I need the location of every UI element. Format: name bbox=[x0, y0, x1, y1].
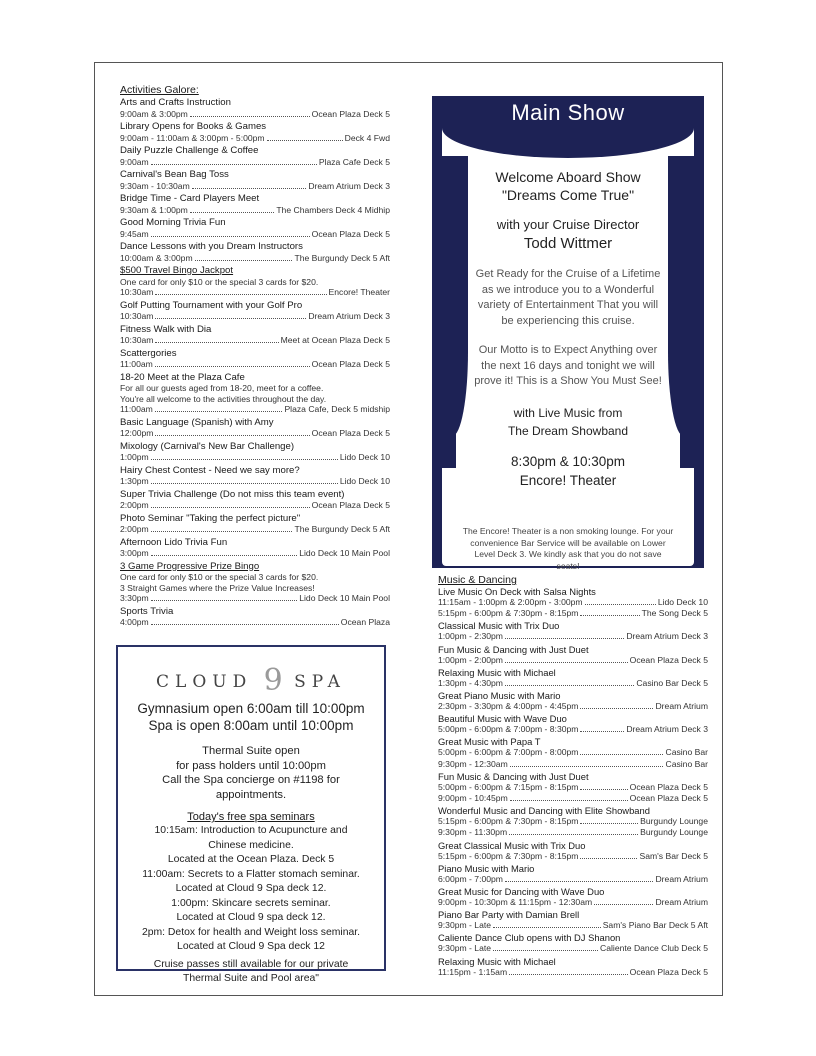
dot-leader bbox=[151, 164, 317, 165]
item-time: 1:00pm bbox=[120, 452, 149, 462]
schedule-row bbox=[438, 897, 708, 908]
dot-leader bbox=[505, 662, 628, 663]
list-item bbox=[120, 465, 390, 488]
list-item bbox=[120, 145, 390, 168]
schedule-row bbox=[120, 109, 390, 121]
item-title: Fun Music & Dancing with Just Duet bbox=[438, 643, 589, 655]
item-place: Plaza Cafe Deck 5 bbox=[318, 156, 390, 167]
item-time: 9:30pm - Late bbox=[438, 920, 492, 931]
schedule-row bbox=[438, 920, 708, 931]
logo-right-text: SPA bbox=[294, 672, 346, 692]
spa-hours: Spa is open 8:00am until 10:00pm bbox=[148, 718, 354, 733]
item-place: Dream Atrium Deck 3 bbox=[626, 631, 708, 642]
item-note: One card for only $10 or the special 3 cards for $20. bbox=[120, 276, 319, 287]
schedule-row bbox=[120, 476, 390, 488]
item-time: 3:30pm bbox=[120, 593, 149, 603]
music-heading: Music & Dancing bbox=[438, 574, 517, 586]
item-time: 5:15pm - 6:00pm & 7:30pm - 8:15pm bbox=[438, 850, 579, 861]
show-paragraph-1: Get Ready for the Cruise of a Lifetime as we introduce you to a Wonderful variety of Entertainment That you will be experiencing this cruise. bbox=[475, 268, 661, 327]
item-place: The Chambers Deck 4 Midhip bbox=[276, 204, 390, 215]
item-title: Dance Lessons with you Dream Instructors bbox=[120, 241, 303, 252]
item-time: 11:00am bbox=[120, 359, 153, 369]
show-venue: Encore! Theater bbox=[519, 472, 617, 488]
item-time: 11:15am - 1:00pm & 2:00pm - 3:00pm bbox=[438, 597, 583, 607]
schedule-row bbox=[120, 524, 390, 536]
dot-leader bbox=[505, 638, 624, 639]
item-place: Burgundy Lounge bbox=[640, 827, 708, 838]
seminars-title: Today's free spa seminars bbox=[187, 811, 315, 823]
schedule-row bbox=[438, 827, 708, 838]
item-time: 6:00pm - 7:00pm bbox=[438, 873, 503, 884]
item-place: Ocean Plaza Deck 5 bbox=[311, 500, 390, 510]
seminar-line: Located at Cloud 9 spa deck 12. bbox=[176, 912, 326, 923]
item-title: Afternoon Lido Trivia Fun bbox=[120, 536, 228, 548]
item-time: 9:00am - 11:00am & 3:00pm - 5:00pm bbox=[120, 132, 265, 143]
schedule-row bbox=[438, 793, 708, 804]
item-time: 12:00pm bbox=[120, 428, 154, 438]
item-title: Photo Seminar "Taking the perfect picture" bbox=[120, 512, 301, 524]
schedule-row bbox=[438, 655, 708, 666]
list-item bbox=[120, 193, 390, 216]
item-time: 10:00am & 3:00pm bbox=[120, 252, 193, 263]
dot-leader bbox=[155, 318, 306, 319]
item-title: Relaxing Music with Michael bbox=[438, 666, 556, 678]
dot-leader bbox=[151, 555, 298, 556]
schedule-row bbox=[438, 747, 708, 758]
item-note: For all our guests aged from 18-20, meet for a coffee. bbox=[120, 383, 324, 393]
dot-leader bbox=[151, 600, 298, 601]
item-time: 2:00pm bbox=[120, 524, 149, 534]
item-time: 3:00pm bbox=[120, 548, 149, 558]
schedule-row bbox=[438, 678, 708, 689]
band-name: The Dream Showband bbox=[507, 423, 629, 438]
dot-leader bbox=[580, 615, 639, 616]
item-time: 9:30pm - 12:30am bbox=[438, 758, 508, 769]
item-time: 4:00pm bbox=[120, 617, 149, 627]
schedule-row bbox=[120, 335, 390, 347]
item-title: Basic Language (Spanish) with Amy bbox=[120, 416, 274, 428]
item-place: Ocean Plaza Deck 5 bbox=[311, 108, 390, 119]
item-time: 2:00pm bbox=[120, 500, 149, 510]
dot-leader bbox=[594, 904, 653, 905]
seminar-line: Located at Cloud 9 Spa deck 12. bbox=[175, 883, 327, 894]
main-show-panel bbox=[432, 96, 704, 571]
schedule-row bbox=[120, 287, 390, 299]
item-time: 1:30pm bbox=[120, 476, 149, 486]
show-name: "Dreams Come True" bbox=[501, 187, 635, 203]
item-place: Lido Deck 10 bbox=[657, 597, 708, 607]
seminar-line: 11:00am: Secrets to a Flatter stomach seminar. bbox=[142, 868, 360, 880]
item-place: Ocean Plaza Deck 5 bbox=[629, 966, 708, 977]
schedule-row bbox=[438, 724, 708, 735]
item-time: 9:30pm - Late bbox=[438, 943, 492, 954]
dot-leader bbox=[580, 858, 637, 859]
item-title: $500 Travel Bingo Jackpot bbox=[120, 265, 234, 276]
schedule-row bbox=[120, 593, 390, 605]
list-item bbox=[120, 561, 390, 605]
show-paragraph-2: Our Motto is to Expect Anything over the next 16 days and tonight we will prove it! This is a Show You Must See! bbox=[474, 344, 662, 387]
logo-left-text: CLOUD bbox=[156, 672, 253, 692]
schedule-row bbox=[120, 253, 390, 265]
list-item bbox=[120, 241, 390, 264]
dot-leader bbox=[151, 236, 310, 237]
item-place: Plaza Cafe, Deck 5 midship bbox=[284, 404, 390, 414]
list-item bbox=[120, 97, 390, 120]
list-item bbox=[438, 644, 708, 666]
list-item bbox=[438, 586, 708, 619]
dot-leader bbox=[510, 766, 664, 767]
item-time: 10:30am bbox=[120, 287, 154, 297]
item-place: Lido Deck 10 bbox=[339, 476, 390, 486]
item-place: Lido Deck 10 bbox=[339, 452, 390, 462]
logo-nine: 9 bbox=[263, 663, 283, 698]
item-time: 9:00pm - 10:45pm bbox=[438, 793, 508, 804]
item-note: One card for only $10 or the special 3 cards for $20. bbox=[120, 572, 319, 582]
item-time: 5:15pm - 6:00pm & 7:30pm - 8:15pm bbox=[438, 608, 579, 619]
schedule-row bbox=[120, 205, 390, 217]
item-time: 9:00pm - 10:30pm & 11:15pm - 12:30am bbox=[438, 897, 593, 908]
dot-leader bbox=[155, 411, 283, 412]
list-item bbox=[438, 690, 708, 712]
dot-leader bbox=[195, 260, 293, 261]
theater-note: The Encore! Theater is a non smoking lounge. For your convenience Bar Service will be available on Lower Level Deck 3. We kindly ask that you do not save seats! bbox=[462, 526, 674, 571]
item-time: 5:00pm - 6:00pm & 7:15pm - 8:15pm bbox=[438, 781, 579, 792]
schedule-row bbox=[438, 816, 708, 827]
schedule-row bbox=[438, 597, 708, 608]
schedule-row bbox=[438, 782, 708, 793]
list-item bbox=[120, 348, 390, 371]
seminar-line: Chinese medicine. bbox=[208, 839, 294, 851]
schedule-row bbox=[120, 311, 390, 323]
list-item bbox=[438, 886, 708, 908]
dot-leader bbox=[155, 294, 326, 295]
item-place: Burgundy Lounge bbox=[640, 816, 708, 827]
schedule-row bbox=[120, 500, 390, 512]
dot-leader bbox=[155, 342, 278, 343]
item-title: Great Music for Dancing with Wave Duo bbox=[438, 886, 605, 898]
item-title: Relaxing Music with Michael bbox=[438, 955, 556, 967]
item-place: Dream Atrium bbox=[655, 897, 708, 908]
item-place: Ocean Plaza bbox=[340, 617, 390, 627]
item-time: 10:30am bbox=[120, 311, 154, 321]
list-item bbox=[120, 265, 390, 299]
item-place: Casino Bar Deck 5 bbox=[636, 677, 708, 688]
thermal-line: Call the Spa concierge on #1198 for bbox=[162, 774, 340, 786]
item-place: Dream Atrium Deck 3 bbox=[308, 180, 390, 191]
item-place: Encore! Theater bbox=[328, 287, 390, 297]
item-title: Wonderful Music and Dancing with Elite Showband bbox=[438, 805, 650, 817]
dot-leader bbox=[151, 624, 339, 625]
list-item bbox=[120, 417, 390, 440]
director-name: Todd Wittmer bbox=[523, 235, 613, 252]
item-note: 3 Straight Games where the Prize Value Increases! bbox=[120, 582, 315, 593]
list-item bbox=[438, 909, 708, 931]
list-item bbox=[438, 863, 708, 885]
item-time: 2:30pm - 3:30pm & 4:00pm - 4:45pm bbox=[438, 701, 579, 712]
curtain-tie-left bbox=[442, 428, 456, 468]
list-item bbox=[120, 372, 390, 416]
show-details bbox=[472, 168, 664, 490]
seminars-list bbox=[118, 824, 384, 955]
dot-leader bbox=[510, 800, 628, 801]
item-title: Piano Bar Party with Damian Brell bbox=[438, 909, 580, 921]
list-item bbox=[438, 840, 708, 862]
schedule-row bbox=[120, 452, 390, 464]
schedule-row bbox=[120, 359, 390, 371]
list-item bbox=[120, 489, 390, 512]
item-title: Great Classical Music with Trix Duo bbox=[438, 839, 586, 851]
thermal-line: appointments. bbox=[215, 788, 287, 801]
list-item bbox=[438, 713, 708, 735]
welcome-text: Welcome Aboard Show bbox=[495, 169, 641, 185]
spa-footer-line: Cruise passes still available for our private bbox=[153, 958, 349, 970]
schedule-row bbox=[120, 181, 390, 193]
list-item bbox=[120, 169, 390, 192]
schedule-row bbox=[120, 133, 390, 145]
schedule-row bbox=[120, 428, 390, 440]
dot-leader bbox=[493, 927, 601, 928]
dot-leader bbox=[580, 754, 663, 755]
thermal-info bbox=[118, 744, 384, 802]
item-title: Hairy Chest Contest - Need we say more? bbox=[120, 464, 300, 476]
dot-leader bbox=[493, 950, 598, 951]
seminar-line: 10:15am: Introduction to Acupuncture and bbox=[154, 825, 348, 836]
item-place: Deck 4 Fwd bbox=[344, 132, 390, 143]
item-title: 18-20 Meet at the Plaza Cafe bbox=[120, 371, 245, 383]
item-title: Great Music with Papa T bbox=[438, 736, 541, 748]
dot-leader bbox=[155, 366, 310, 367]
dot-leader bbox=[509, 974, 628, 975]
dot-leader bbox=[155, 435, 309, 436]
schedule-row bbox=[120, 229, 390, 241]
item-place: Caliente Dance Club Deck 5 bbox=[600, 943, 708, 954]
list-item bbox=[438, 667, 708, 689]
item-place: Dream Atrium bbox=[655, 701, 708, 712]
spa-box bbox=[116, 645, 386, 984]
spa-footer bbox=[118, 958, 384, 987]
schedule-row bbox=[120, 404, 390, 416]
item-title: Library Opens for Books & Games bbox=[120, 121, 267, 132]
seminar-line: 2pm: Detox for health and Weight loss seminar. bbox=[141, 926, 361, 938]
music-list bbox=[438, 586, 708, 978]
item-place: Casino Bar bbox=[665, 747, 708, 758]
item-time: 5:00pm - 6:00pm & 7:00pm - 8:00pm bbox=[438, 747, 579, 758]
item-title: Golf Putting Tournament with your Golf Pro bbox=[120, 299, 303, 311]
curtain-left bbox=[442, 156, 468, 436]
cloud9-spa-logo bbox=[118, 663, 384, 698]
seminar-line: Located at Cloud 9 Spa deck 12 bbox=[177, 941, 325, 952]
list-item bbox=[438, 620, 708, 642]
item-time: 9:30am & 1:00pm bbox=[120, 204, 188, 215]
list-item bbox=[438, 932, 708, 954]
item-place: The Burgundy Deck 5 Aft bbox=[294, 524, 390, 534]
item-title: Beautiful Music with Wave Duo bbox=[438, 713, 567, 725]
item-place: Casino Bar bbox=[665, 758, 708, 769]
activities-list bbox=[120, 97, 390, 629]
dot-leader bbox=[190, 116, 310, 117]
list-item bbox=[438, 771, 708, 804]
item-place: Ocean Plaza Deck 5 bbox=[311, 228, 390, 239]
item-title: Fun Music & Dancing with Just Duet bbox=[438, 770, 589, 782]
item-title: Daily Puzzle Challenge & Coffee bbox=[120, 145, 259, 156]
item-time: 1:30pm - 4:30pm bbox=[438, 677, 503, 688]
list-item bbox=[120, 537, 390, 560]
item-time: 9:00am & 3:00pm bbox=[120, 108, 188, 119]
schedule-row bbox=[438, 851, 708, 862]
list-item bbox=[438, 736, 708, 769]
schedule-row bbox=[120, 157, 390, 169]
item-time: 9:30am - 10:30am bbox=[120, 180, 190, 191]
activities-section bbox=[120, 84, 390, 630]
show-times: 8:30pm & 10:30pm bbox=[510, 453, 626, 469]
item-time: 10:30am bbox=[120, 335, 154, 345]
item-place: Ocean Plaza Deck 5 bbox=[311, 359, 390, 369]
main-show-title: Main Show bbox=[511, 100, 625, 125]
item-title: Bridge Time - Card Players Meet bbox=[120, 193, 260, 204]
item-place: Dream Atrium Deck 3 bbox=[626, 724, 708, 735]
dot-leader bbox=[151, 459, 338, 460]
live-music-text: with Live Music from bbox=[513, 405, 623, 420]
list-item bbox=[120, 441, 390, 464]
dot-leader bbox=[151, 507, 310, 508]
dot-leader bbox=[580, 708, 653, 709]
activities-heading: Activities Galore: bbox=[120, 84, 199, 96]
item-place: Sam's Bar Deck 5 bbox=[639, 850, 708, 861]
item-title: Super Trivia Challenge (Do not miss this team event) bbox=[120, 488, 345, 500]
dot-leader bbox=[509, 834, 638, 835]
curtain-right bbox=[668, 156, 694, 436]
dot-leader bbox=[505, 881, 654, 882]
schedule-row bbox=[438, 608, 708, 619]
list-item bbox=[120, 121, 390, 144]
item-title: Arts and Crafts Instruction bbox=[120, 97, 231, 108]
curtain-valance bbox=[442, 128, 694, 158]
list-item bbox=[120, 324, 390, 347]
dot-leader bbox=[580, 731, 624, 732]
item-place: Lido Deck 10 Main Pool bbox=[299, 593, 390, 603]
item-title: Carnival's Bean Bag Toss bbox=[120, 169, 229, 180]
with-director-text: with your Cruise Director bbox=[496, 217, 640, 232]
thermal-line: Thermal Suite open bbox=[202, 745, 300, 757]
item-place: Meet at Ocean Plaza Deck 5 bbox=[280, 335, 390, 345]
dot-leader bbox=[151, 483, 338, 484]
stage-frame bbox=[442, 128, 694, 571]
list-item bbox=[438, 956, 708, 978]
item-place: Sam's Piano Bar Deck 5 Aft bbox=[602, 920, 708, 931]
item-title: Piano Music with Mario bbox=[438, 862, 535, 874]
item-place: Dream Atrium bbox=[655, 873, 708, 884]
dot-leader bbox=[580, 823, 638, 824]
item-title: Classical Music with Trix Duo bbox=[438, 620, 560, 632]
dot-leader bbox=[190, 212, 274, 213]
schedule-row bbox=[438, 943, 708, 954]
item-time: 1:00pm - 2:30pm bbox=[438, 631, 503, 642]
schedule-row bbox=[438, 874, 708, 885]
gym-hours: Gymnasium open 6:00am till 10:00pm bbox=[137, 701, 365, 716]
item-title: Mixology (Carnival's New Bar Challenge) bbox=[120, 440, 295, 452]
item-time: 9:00am bbox=[120, 156, 149, 167]
item-place: Ocean Plaza Deck 5 bbox=[629, 781, 708, 792]
list-item bbox=[438, 805, 708, 838]
seminar-line: 1:00pm: Skincare secrets seminar. bbox=[171, 897, 331, 909]
item-place: Ocean Plaza Deck 5 bbox=[629, 654, 708, 665]
item-place: Lido Deck 10 Main Pool bbox=[299, 548, 390, 558]
dot-leader bbox=[151, 531, 293, 532]
item-time: 5:15pm - 6:00pm & 7:30pm - 8:15pm bbox=[438, 816, 579, 827]
dot-leader bbox=[580, 789, 627, 790]
thermal-line: for pass holders until 10:00pm bbox=[176, 759, 326, 772]
item-note: You're all welcome to the activities throughout the day. bbox=[120, 393, 327, 404]
dot-leader bbox=[267, 140, 343, 141]
schedule-row bbox=[438, 967, 708, 978]
schedule-row bbox=[120, 548, 390, 560]
item-title: Sports Trivia bbox=[120, 605, 174, 617]
list-item bbox=[120, 300, 390, 323]
item-title: Scattergories bbox=[120, 347, 177, 359]
item-place: Ocean Plaza Deck 5 bbox=[629, 793, 708, 804]
item-title: Great Piano Music with Mario bbox=[438, 690, 561, 702]
schedule-row bbox=[438, 759, 708, 770]
spa-footer-line: Thermal Suite and Pool area" bbox=[183, 973, 319, 984]
item-time: 1:00pm - 2:00pm bbox=[438, 654, 503, 665]
seminar-line: Located at the Ocean Plaza. Deck 5 bbox=[167, 854, 335, 865]
item-time: 9:30pm - 11:30pm bbox=[438, 827, 508, 838]
dot-leader bbox=[192, 188, 307, 189]
item-place: Ocean Plaza Deck 5 bbox=[311, 428, 390, 438]
item-place: The Burgundy Deck 5 Aft bbox=[294, 252, 390, 263]
schedule-row bbox=[438, 701, 708, 712]
list-item bbox=[120, 217, 390, 240]
item-time: 11:00am bbox=[120, 404, 153, 414]
item-time: 11:15pm - 1:15am bbox=[438, 966, 508, 977]
item-time: 5:00pm - 6:00pm & 7:00pm - 8:30pm bbox=[438, 724, 579, 735]
schedule-row bbox=[120, 617, 390, 629]
schedule-row bbox=[438, 631, 708, 642]
dot-leader bbox=[505, 685, 634, 686]
item-title: 3 Game Progressive Prize Bingo bbox=[120, 560, 260, 572]
item-title: Good Morning Trivia Fun bbox=[120, 217, 226, 228]
list-item bbox=[120, 513, 390, 536]
list-item bbox=[120, 606, 390, 629]
music-section bbox=[438, 574, 708, 979]
dot-leader bbox=[585, 604, 656, 605]
item-title: Caliente Dance Club opens with DJ Shanon bbox=[438, 932, 621, 944]
item-place: Dream Atrium Deck 3 bbox=[308, 311, 390, 321]
item-time: 9:45am bbox=[120, 228, 149, 239]
item-title: Live Music On Deck with Salsa Nights bbox=[438, 586, 596, 597]
item-title: Fitness Walk with Dia bbox=[120, 323, 212, 335]
item-place: The Song Deck 5 bbox=[641, 608, 708, 619]
curtain-tie-right bbox=[680, 428, 694, 468]
